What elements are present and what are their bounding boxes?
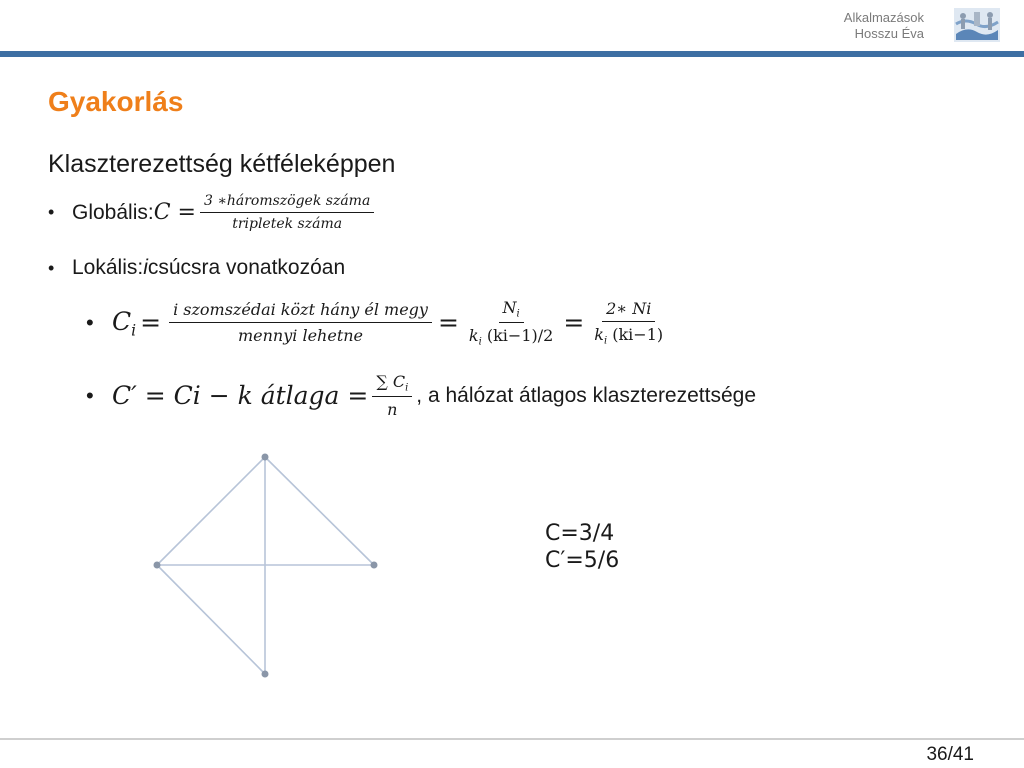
cprime-tail: , a hálózat átlagos klaszterezettsége (416, 383, 756, 407)
cprime-lhs: C′ = Ci − k átlaga = (112, 381, 369, 411)
ci-f1-numerator: i szomszédai közt hány él megy (169, 300, 432, 323)
global-label: Globális: (72, 200, 154, 224)
cprime-fraction (372, 372, 412, 419)
ci-eq1: = (140, 308, 162, 338)
bullet-dot: • (48, 257, 55, 278)
header-info (844, 10, 924, 42)
slide-subtitle: Klaszterezettség kétféleképpen (48, 150, 396, 178)
page-number: 36/41 (926, 744, 974, 765)
author-name: Hosszu Éva (854, 26, 924, 41)
ci-lhs: $C_i$ (112, 306, 137, 340)
ci-f3-numerator: 2∗ Ni (602, 299, 655, 322)
local-label: Lokális: (72, 256, 144, 279)
bullet-local (48, 256, 345, 280)
graph-edge (157, 565, 265, 674)
ci-f2-denominator: $k_i$ (ki−1)/2 (468, 326, 554, 348)
graph-node (262, 671, 269, 678)
bullet-dot: • (48, 202, 55, 222)
footer-rule (0, 738, 1024, 740)
ci-f2-numerator: $N_i$ (499, 298, 524, 323)
global-fraction (200, 193, 374, 232)
ci-f1-denominator: mennyi lehetne (237, 326, 364, 346)
graph-edge (265, 457, 374, 565)
global-lhs: C = (153, 200, 196, 225)
bullet-dot: • (86, 382, 94, 408)
ci-eq2: = (437, 308, 459, 338)
local-rest: csúcsra vonatkozóan (147, 256, 346, 279)
bullet-global (48, 193, 378, 232)
local-var: i (143, 256, 148, 279)
graph-node (262, 454, 269, 461)
cprime-numerator: ∑ $C_i$ (372, 372, 412, 397)
graph-edge (157, 457, 265, 565)
ci-fraction-3 (590, 299, 667, 346)
result-c: C=3/4 (545, 521, 615, 546)
ci-fraction-1 (169, 300, 432, 345)
graph-node (154, 562, 161, 569)
bullet-dot: • (86, 309, 94, 335)
bullet-cprime-formula (86, 372, 756, 419)
result-cprime: C′=5/6 (545, 548, 620, 573)
global-numerator: 3 ∗háromszögek száma (200, 193, 374, 213)
slide-title: Gyakorlás (48, 86, 184, 117)
header-rule (0, 51, 1024, 57)
graph-node (371, 562, 378, 569)
example-graph (140, 445, 390, 685)
cprime-denominator: n (387, 400, 398, 420)
bullet-ci-formula (86, 298, 671, 348)
ci-f3-denominator: $k_i$ (ki−1) (594, 325, 664, 347)
ci-eq3: = (563, 308, 585, 338)
course-name: Alkalmazások (843, 10, 924, 25)
university-logo-icon (952, 4, 1002, 46)
result-values (545, 520, 619, 574)
ci-fraction-2 (465, 298, 557, 348)
global-denominator: tripletek száma (232, 216, 343, 232)
